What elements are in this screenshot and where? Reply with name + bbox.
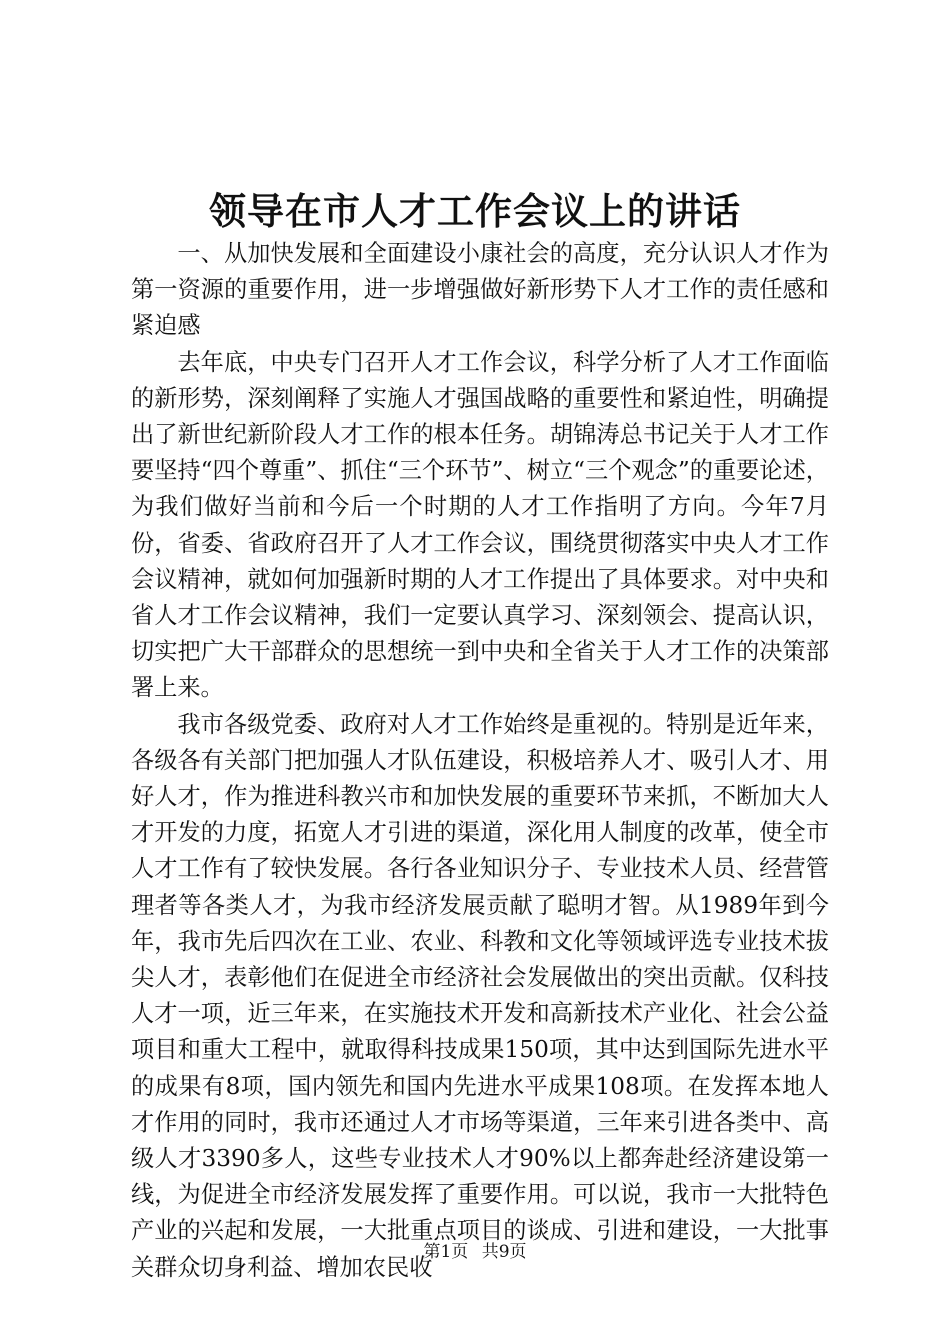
total-pages: 共9页 [481,1242,527,1262]
paragraph-heading: 一、从加快发展和全面建设小康社会的高度，充分认识人才作为第一资源的重要作用，进一步增强做好新形势下人才工作的责任感和紧迫感 [131,240,829,340]
page-number: 第1页 [423,1242,469,1262]
document-title: 领导在市人才工作会议上的讲话 [209,189,741,233]
page-footer [0,1240,950,1264]
document-body [131,236,829,1286]
paragraph: 我市各级党委、政府对人才工作始终是重视的。特别是近年来，各级各有关部门把加强人才队伍建设，积极培养人才、吸引人才、用好人才，作为推进科教兴市和加快发展的重要环节来抓，不断加大人才开发的力度，拓宽人才引进的渠道，深化用人制度的改革，使全市人才工作有了较快发展。各行各业知识分子、专业技术人员、经营管理者等各类人才，为我市经济发展贡献了聪明才智。从1989年到今年，我市先后四次在工业、农业、科教和文化等领域评选专业技术拔尖人才，表彰他们在促进全市经济社会发展做出的突出贡献。仅科技人才一项，近三年来，在实施技术开发和高新技术产业化、社会公益项目和重大工程中，就取得科技成果150项，其中达到国际先进水平的成果有8项，国内领先和国内先进水平成果108项。在发挥本地人才作用的同时，我市还通过人才市场等渠道，三年来引进各类中、高级人才3390多人，这些专业技术人才90%以上都奔赴经济建设第一线，为促进全市经济发展发挥了重要作用。可以说，我市一大批特色产业的兴起和发展，一大批重点项目的谈成、引进和建设，一大批事关群众切身利益、增加农民收 [131,710,829,1281]
paragraph: 去年底，中央专门召开人才工作会议，科学分析了人才工作面临的新形势，深刻阐释了实施人才强国战略的重要性和紧迫性，明确提出了新世纪新阶段人才工作的根本任务。胡锦涛总书记关于人才工作要坚持“四个尊重”、抓住“三个环节”、树立“三个观念”的重要论述，为我们做好当前和今后一个时期的人才工作指明了方向。今年7月份，省委、省政府召开了人才工作会议，围绕贯彻落实中央人才工作会议精神，就如何加强新时期的人才工作提出了具体要求。对中央和省人才工作会议精神，我们一定要认真学习、深刻领会、提高认识，切实把广大干部群众的思想统一到中央和全省关于人才工作的决策部署上来。 [131,348,829,702]
